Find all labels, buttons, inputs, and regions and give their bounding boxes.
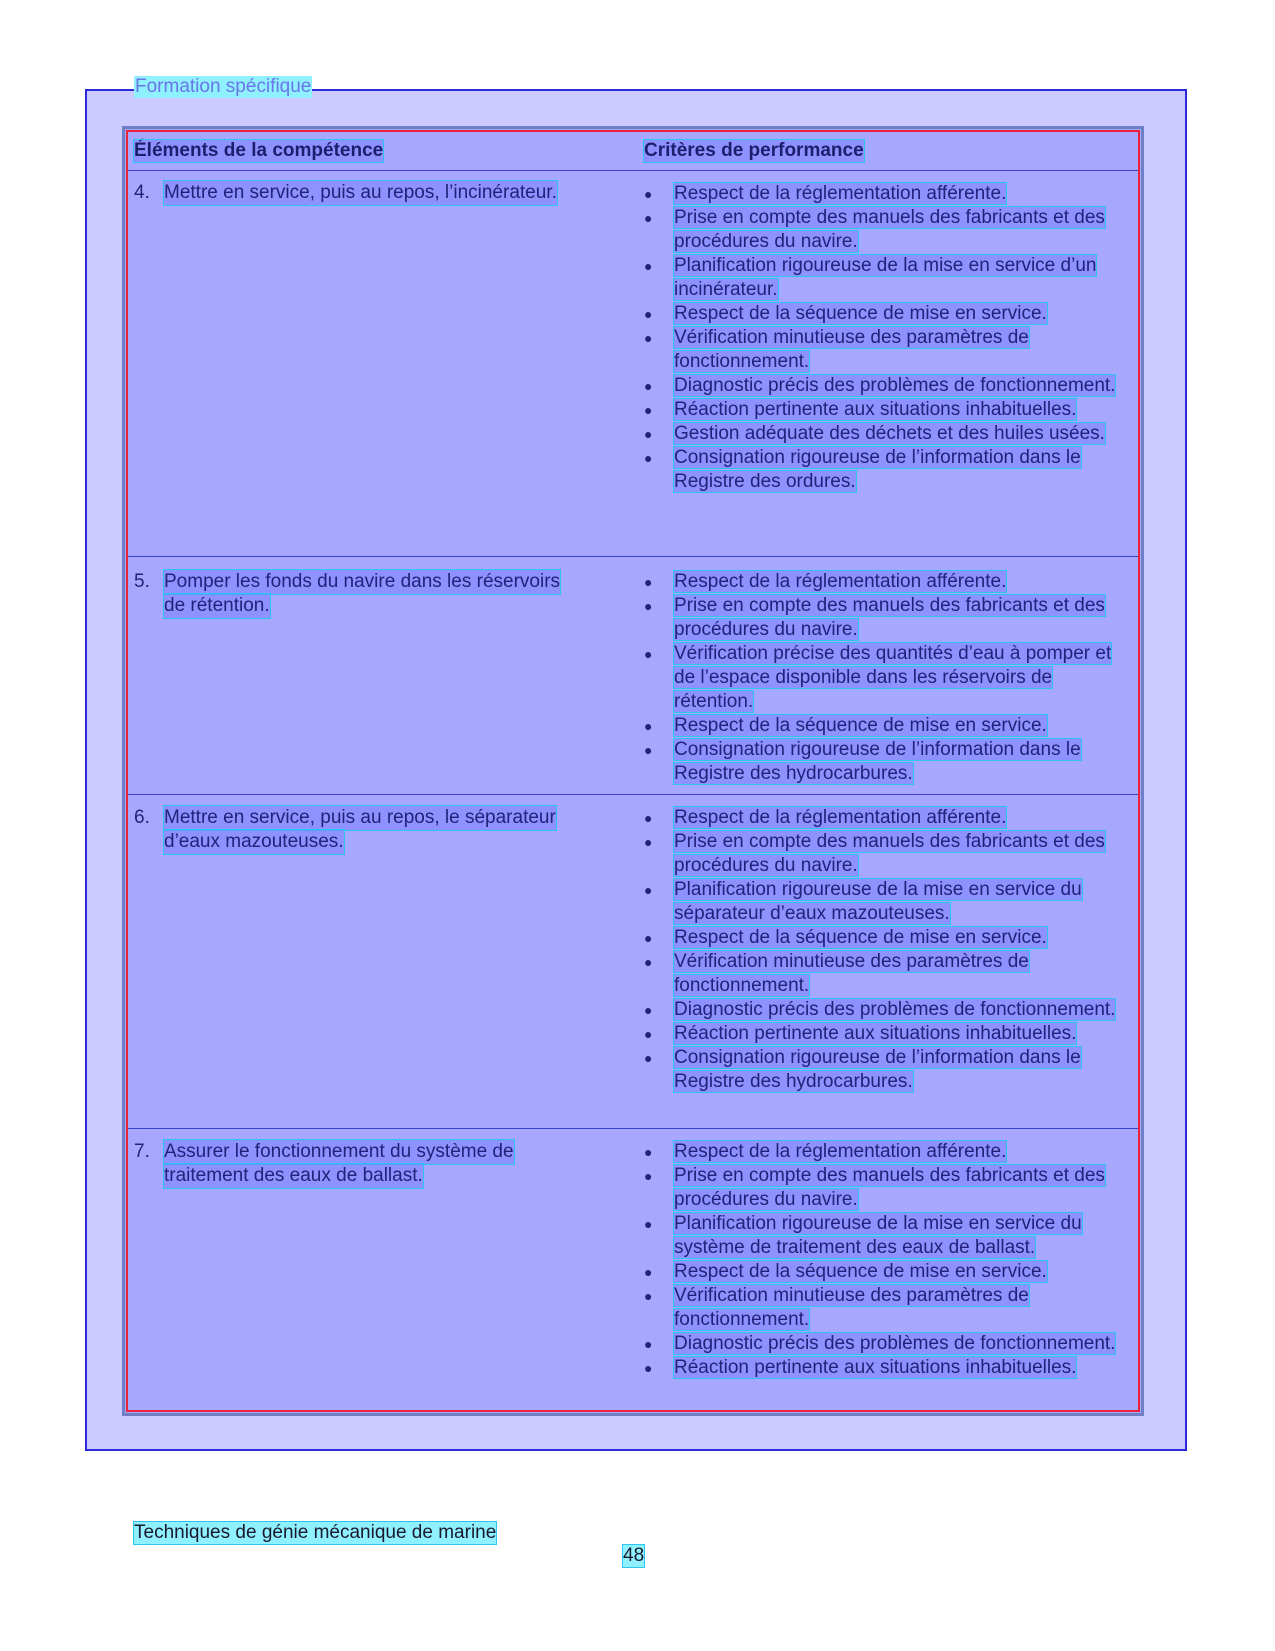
section-header: Formation spécifique [135,76,312,97]
criterion-text: Respect de la réglementation afférente. [674,571,1007,592]
criterion-text: Respect de la séquence de mise en service. [674,927,1047,948]
bullet-icon: ● [644,718,653,734]
bullet-icon: ● [644,1336,653,1352]
row-separator [128,556,1138,557]
bullet-icon: ● [644,450,653,466]
element-number: 6. [134,807,150,828]
row-separator [128,794,1138,795]
column-header-elements: Éléments de la compétence [134,140,384,161]
criterion-text: Planification rigoureuse de la mise en service d’un incinérateur. [674,255,1097,300]
criteria-list-row-5 [644,570,1136,786]
criterion-text: Réaction pertinente aux situations inhabituelles. [674,399,1077,420]
criterion-text: Consignation rigoureuse de l’information dans le Registre des ordures. [674,447,1081,492]
criterion-text: Respect de la séquence de mise en service. [674,1261,1047,1282]
bullet-icon: ● [644,1002,653,1018]
bullet-icon: ● [644,1168,653,1184]
page-number: 48 [623,1545,645,1566]
criterion-text: Réaction pertinente aux situations inhabituelles. [674,1023,1077,1044]
bullet-icon: ● [644,1050,653,1066]
criterion-text: Gestion adéquate des déchets et des huiles usées. [674,423,1105,444]
element-text-line: d’eaux mazouteuses. [164,831,344,852]
bullet-icon: ● [644,402,653,418]
bullet-icon: ● [644,954,653,970]
bullet-icon: ● [644,930,653,946]
bullet-icon: ● [644,742,653,758]
bullet-icon: ● [644,258,653,274]
element-number: 5. [134,571,150,592]
element-number: 7. [134,1141,150,1162]
bullet-icon: ● [644,1264,653,1280]
criterion-text: Diagnostic précis des problèmes de fonctionnement. [674,999,1116,1020]
bullet-icon: ● [644,210,653,226]
criterion-text: Vérification minutieuse des paramètres de fonctionnement. [674,1285,1029,1330]
bullet-icon: ● [644,882,653,898]
bullet-icon: ● [644,1144,653,1160]
criteria-list-row-7 [644,1140,1136,1380]
criterion-text: Prise en compte des manuels des fabricants et des procédures du navire. [674,595,1105,640]
bullet-icon: ● [644,426,653,442]
criterion-text: Prise en compte des manuels des fabricants et des procédures du navire. [674,1165,1105,1210]
bullet-icon: ● [644,306,653,322]
bullet-icon: ● [644,330,653,346]
criterion-text: Consignation rigoureuse de l’information dans le Registre des hydrocarbures. [674,739,1081,784]
criterion-text: Respect de la réglementation afférente. [674,1141,1007,1162]
criterion-text: Respect de la séquence de mise en service. [674,303,1047,324]
bullet-icon: ● [644,1360,653,1376]
column-header-criteria: Critères de performance [644,140,864,161]
criterion-text: Planification rigoureuse de la mise en service du séparateur d’eaux mazouteuses. [674,879,1082,924]
bullet-icon: ● [644,186,653,202]
criterion-text: Respect de la réglementation afférente. [674,183,1007,204]
bullet-icon: ● [644,378,653,394]
criterion-text: Planification rigoureuse de la mise en service du système de traitement des eaux de ballast. [674,1213,1082,1258]
element-text-line: Pomper les fonds du navire dans les réservoirs [164,571,561,592]
criterion-text: Vérification minutieuse des paramètres de fonctionnement. [674,951,1029,996]
element-number: 4. [134,182,150,203]
bullet-icon: ● [644,646,653,662]
header-separator [128,170,1138,171]
criteria-list-row-6 [644,806,1136,1094]
bullet-icon: ● [644,834,653,850]
criterion-text: Diagnostic précis des problèmes de fonctionnement. [674,1333,1116,1354]
criterion-text: Respect de la réglementation afférente. [674,807,1007,828]
element-text-line: de rétention. [164,595,270,616]
row-separator [128,1128,1138,1129]
footer-title: Techniques de génie mécanique de marine [134,1522,497,1543]
criterion-text: Vérification précise des quantités d’eau à pomper et de l’espace disponible dans les réservoirs de rétention. [674,643,1112,712]
bullet-icon: ● [644,1026,653,1042]
bullet-icon: ● [644,810,653,826]
criteria-list-row-4 [644,182,1136,494]
criterion-text: Réaction pertinente aux situations inhabituelles. [674,1357,1077,1378]
element-text-line: Assurer le fonctionnement du système de [164,1141,514,1162]
criterion-text: Prise en compte des manuels des fabricants et des procédures du navire. [674,831,1105,876]
criterion-text: Vérification minutieuse des paramètres de fonctionnement. [674,327,1029,372]
bullet-icon: ● [644,1288,653,1304]
criterion-text: Respect de la séquence de mise en service. [674,715,1047,736]
element-text-line: Mettre en service, puis au repos, le séparateur [164,807,556,828]
bullet-icon: ● [644,1216,653,1232]
criterion-text: Consignation rigoureuse de l’information dans le Registre des hydrocarbures. [674,1047,1081,1092]
element-text-line: Mettre en service, puis au repos, l’incinérateur. [164,182,557,203]
bullet-icon: ● [644,574,653,590]
criterion-text: Diagnostic précis des problèmes de fonctionnement. [674,375,1116,396]
bullet-icon: ● [644,598,653,614]
criterion-text: Prise en compte des manuels des fabricants et des procédures du navire. [674,207,1105,252]
element-text-line: traitement des eaux de ballast. [164,1165,423,1186]
